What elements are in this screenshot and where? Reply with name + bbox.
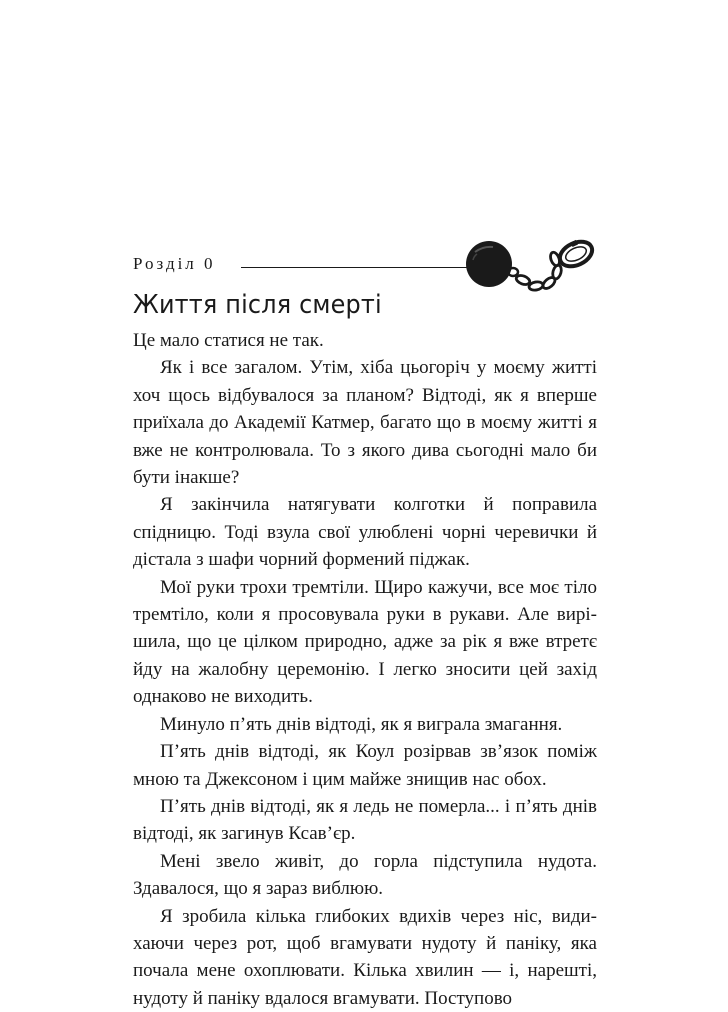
paragraph: П’ять днів відтоді, як я ледь не померла... і п’ять днів відтоді, як загинув Ксав’єр. bbox=[133, 795, 597, 845]
paragraph: Минуло п’ять днів відтоді, як я виграла змагання. bbox=[160, 713, 563, 735]
chapter-divider-line bbox=[241, 267, 469, 268]
paragraph: Це мало статися не так. bbox=[133, 330, 324, 351]
paragraph: Я закінчила натягувати колготки й поправила спідницю. Тоді взула свої улюблені чорні черевички й дістала з шафи чорний формений піджак. bbox=[133, 494, 597, 571]
paragraph: П’ять днів відтоді, як Коул розірвав зв’язок поміж мною та Джексоном і цим майже знищив нас обох. bbox=[133, 741, 597, 790]
chapter-title: Життя після смерті bbox=[133, 290, 382, 320]
paragraph: Мої руки трохи тремтіли. Щиро кажучи, все моє тіло тремтіло, коли я просовувала руки в рукави. Але вирішила, що це цілком природно, адже за рік я вже втретє йду на жалобну церемонію. І легко зносити цей захід однаково не виходить. bbox=[133, 576, 597, 708]
chapter-text bbox=[133, 327, 597, 1012]
paragraph: Я зробила кілька глибоких вдихів через ніс, видихаючи через рот, щоб вгамувати нудоту й паніку, яка почала мене охоплювати. Кілька хвилин — і, нарешті, нудоту й паніку вдалося вгамувати. Поступово bbox=[133, 905, 597, 1009]
paragraph: Мені звело живіт, до горла підступила нудота. Здавалося, що я зараз виблюю. bbox=[133, 850, 597, 900]
ball-and-chain-icon bbox=[463, 238, 603, 300]
paragraph: Як і все загалом. Утім, хіба цьогоріч у моєму житті хоч щось відбувалося за планом? Відтоді, як я вперше приїхала до Академії Катмер, багато що в моєму житті я вже не контролювала. То з якого дива сьогодні мало би бути інакше? bbox=[133, 357, 597, 489]
chapter-label: Розділ 0 bbox=[133, 254, 216, 273]
